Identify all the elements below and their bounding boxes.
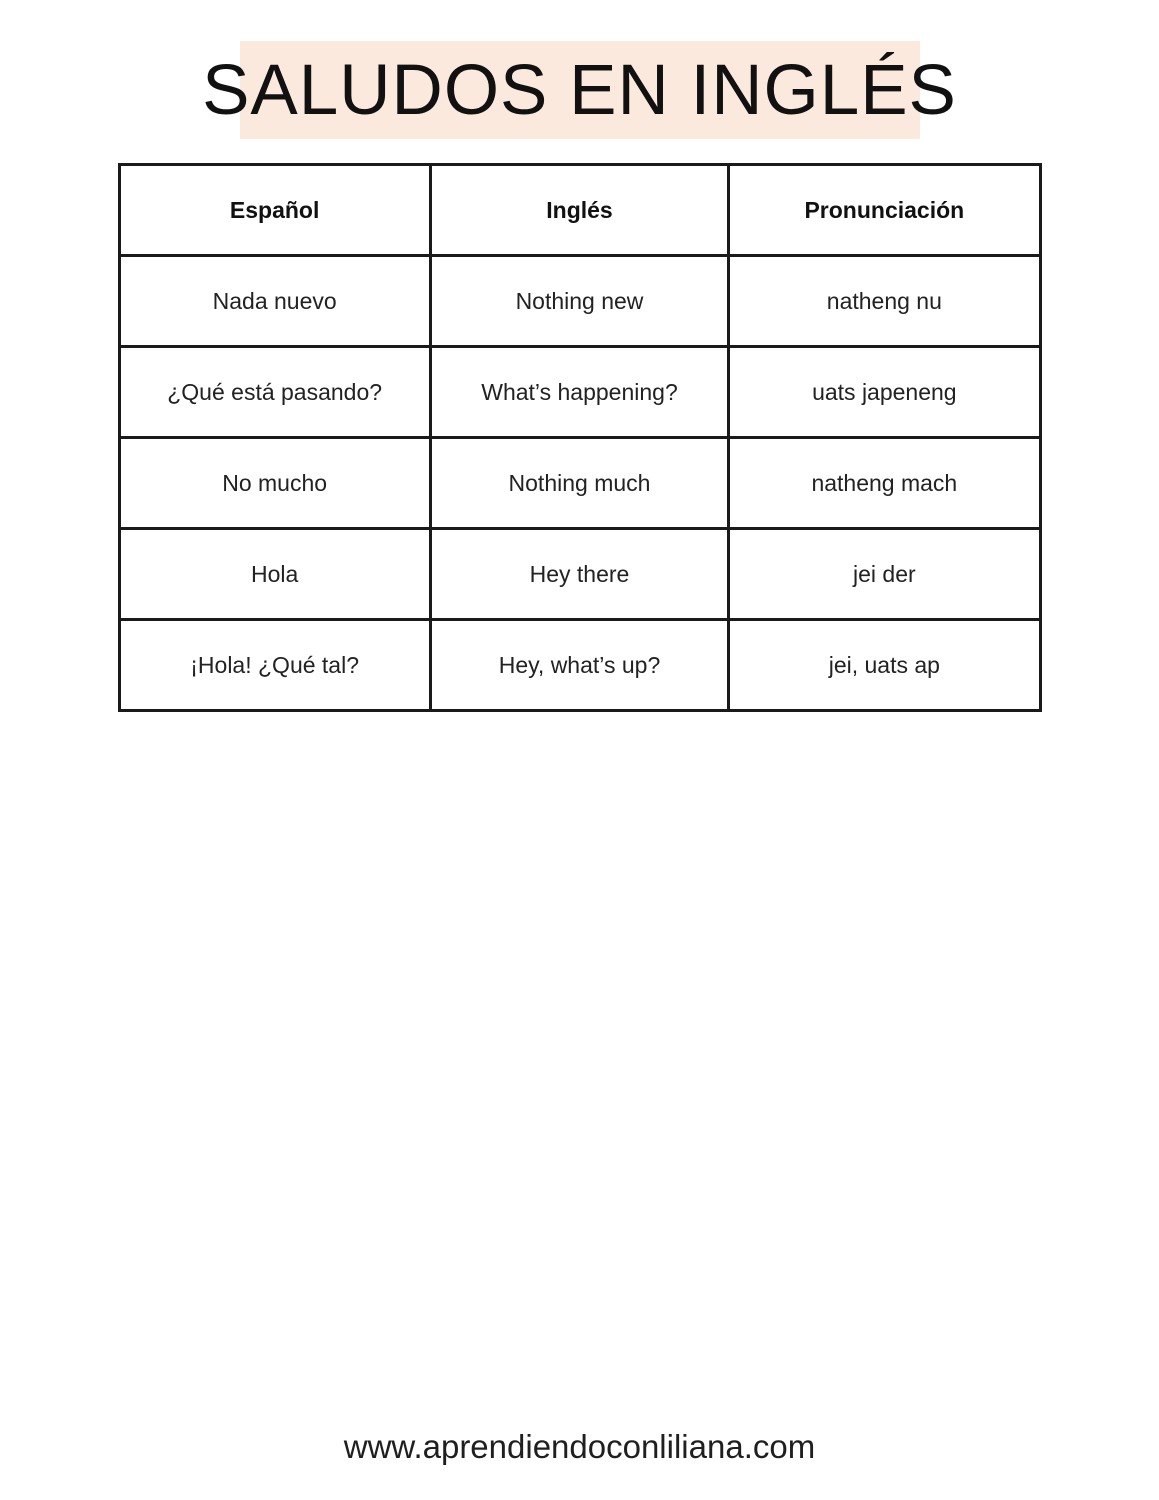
table-cell: natheng nu bbox=[729, 256, 1040, 347]
table-row bbox=[119, 438, 1040, 529]
table-cell: ¿Qué está pasando? bbox=[119, 347, 430, 438]
table-cell: jei der bbox=[729, 529, 1040, 620]
table-cell: What’s happening? bbox=[430, 347, 728, 438]
table-cell: ¡Hola! ¿Qué tal? bbox=[119, 620, 430, 711]
table-row bbox=[119, 620, 1040, 711]
column-header: Español bbox=[119, 165, 430, 256]
table-row bbox=[119, 256, 1040, 347]
table-cell: Nothing new bbox=[430, 256, 728, 347]
title-highlight bbox=[202, 41, 957, 139]
table-header-row bbox=[119, 165, 1040, 256]
table-row bbox=[119, 347, 1040, 438]
column-header: Inglés bbox=[430, 165, 728, 256]
table-cell: Hey, what’s up? bbox=[430, 620, 728, 711]
table-cell: natheng mach bbox=[729, 438, 1040, 529]
table-cell: Hey there bbox=[430, 529, 728, 620]
column-header: Pronunciación bbox=[729, 165, 1040, 256]
table-cell: jei, uats ap bbox=[729, 620, 1040, 711]
table-cell: Nada nuevo bbox=[119, 256, 430, 347]
table-cell: Nothing much bbox=[430, 438, 728, 529]
table-cell: Hola bbox=[119, 529, 430, 620]
footer-url: www.aprendiendoconliliana.com bbox=[343, 1428, 816, 1465]
page-title: SALUDOS EN INGLÉS bbox=[202, 50, 957, 130]
vocab-table bbox=[118, 163, 1042, 712]
table-row bbox=[119, 529, 1040, 620]
table-cell: uats japeneng bbox=[729, 347, 1040, 438]
table-cell: No mucho bbox=[119, 438, 430, 529]
